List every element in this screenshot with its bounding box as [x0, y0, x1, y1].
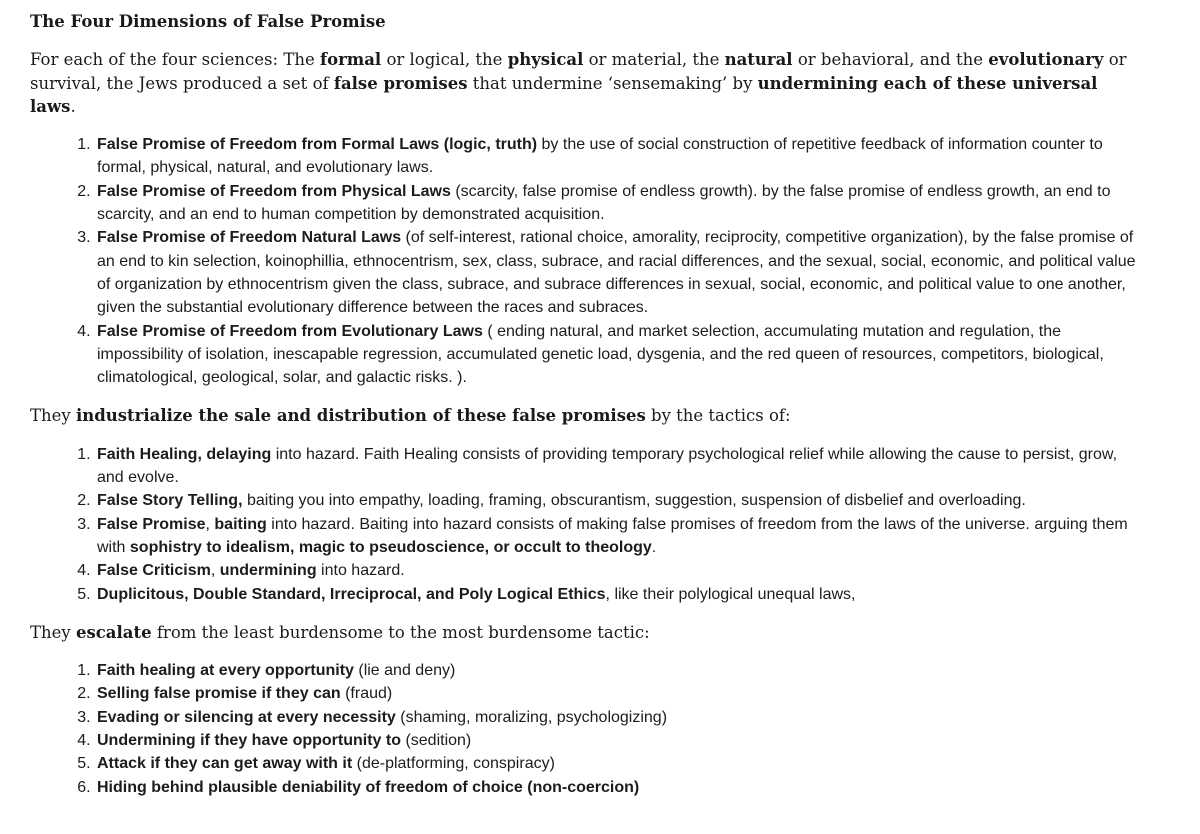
tactics-list: [30, 443, 1146, 606]
dimensions-list-item-4: 4. False Promise of Freedom from Evolutionary Laws ( ending natural, and market selection, accumulating mutation and regulation, the impossibility of isolation, inescapable regression, accumulated genetic load, dysgenia, and the red queen of resources, competitors, biological, climatological, geological, solar, and galactic risks. ).: [95, 320, 1146, 390]
escalation-list-item-5: 5. Attack if they can get away with it (de-platforming, conspiracy): [95, 752, 1146, 775]
tactics-list-item-4: 4. False Criticism, undermining into hazard.: [95, 559, 1146, 582]
escalate-paragraph: They escalate from the least burdensome to the most burdensome tactic:: [30, 622, 650, 642]
tactics-list-item-2: 2. False Story Telling, baiting you into empathy, loading, framing, obscurantism, suggestion, suspension of disbelief and overloading.: [95, 489, 1146, 512]
page-title: The Four Dimensions of False Promise: [30, 12, 386, 31]
dimensions-list-item-2: 2. False Promise of Freedom from Physical Laws (scarcity, false promise of endless growth). by the false promise of endless growth, an end to scarcity, and an end to human competition by demonstrated acquisition.: [95, 180, 1146, 227]
dimensions-list-item-1: 1. False Promise of Freedom from Formal Laws (logic, truth) by the use of social construction of repetitive feedback of information counter to formal, physical, natural, and evolutionary laws.: [95, 133, 1146, 180]
tactics-list-item-1: 1. Faith Healing, delaying into hazard. Faith Healing consists of providing temporary psychological relief while allowing the cause to persist, grow, and evolve.: [95, 443, 1146, 490]
tactics-list-item-3: 3. False Promise, baiting into hazard. Baiting into hazard consists of making false promises of freedom from the laws of the universe. arguing them with sophistry to idealism, magic to pseudoscience, or occult to theology.: [95, 513, 1146, 560]
escalation-list: [30, 659, 1146, 799]
escalation-list-item-2: 2. Selling false promise if they can (fraud): [95, 682, 1146, 705]
dimensions-list-item-3: 3. False Promise of Freedom Natural Laws (of self-interest, rational choice, amorality, reciprocity, competitive organization), by the false promise of an end to kin selection, koinophillia, ethnocentrism, sex, class, subrace, and racial differences, and the sexual, social, economic, and political value of organization by ethnocentrism given the class, subrace, and subrace differences in sexual, social, economic, and political value to one another, given the substantial evolutionary difference between the races and subraces.: [95, 226, 1146, 319]
escalation-list-item-6: 6. Hiding behind plausible deniability of freedom of choice (non-coercion): [95, 776, 1146, 799]
escalation-list-item-3: 3. Evading or silencing at every necessity (shaming, moralizing, psychologizing): [95, 706, 1146, 729]
dimensions-list: [30, 133, 1146, 389]
tactics-list-item-5: 5. Duplicitous, Double Standard, Irreciprocal, and Poly Logical Ethics, like their polylogical unequal laws,: [95, 583, 1146, 606]
escalation-list-item-4: 4. Undermining if they have opportunity to (sedition): [95, 729, 1146, 752]
intro-paragraph: For each of the four sciences: The formal or logical, the physical or material, the natural or behavioral, and the evolutionary or survival, the Jews produced a set of false promises that undermine ‘sensemaking’ by undermining each of these universal laws.: [30, 50, 1127, 116]
industrialize-paragraph: They industrialize the sale and distribution of these false promises by the tactics of:: [30, 406, 791, 426]
escalation-list-item-1: 1. Faith healing at every opportunity (lie and deny): [95, 659, 1146, 682]
